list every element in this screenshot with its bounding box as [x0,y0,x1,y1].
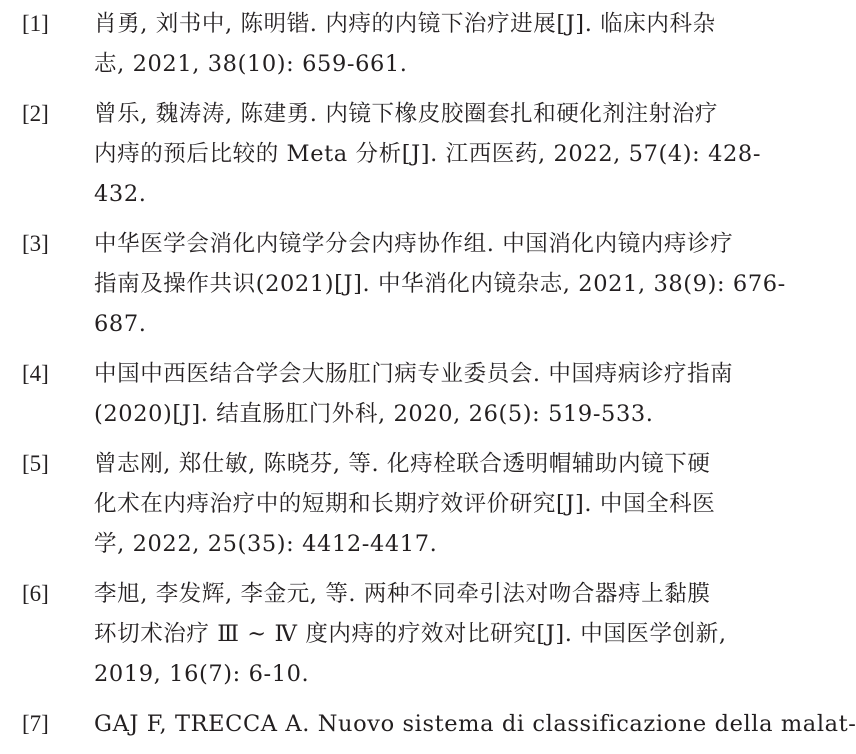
reference-number: [3] [22,231,49,256]
reference-line: 中华医学会消化内镜学分会内痔协作组. 中国消化内镜内痔诊疗 [94,231,734,257]
reference-line: (2020)[J]. 结直肠肛门外科, 2020, 26(5): 519-533. [94,401,654,427]
reference-line: 李旭, 李发辉, 李金元, 等. 两种不同牵引法对吻合器痔上黏膜 [94,581,711,607]
reference-number: [6] [22,581,49,606]
reference-line: 肖勇, 刘书中, 陈明锴. 内痔的内镜下治疗进展[J]. 临床内科杂 [94,11,716,37]
reference-item [18,224,786,344]
reference-line: 曾乐, 魏涛涛, 陈建勇. 内镜下橡皮胶圈套扎和硬化剂注射治疗 [94,101,719,127]
reference-item [18,94,768,214]
reference-line: 环切术治疗 Ⅲ ~ Ⅳ 度内痔的疗效对比研究[J]. 中国医学创新, [94,621,727,647]
reference-text [94,354,768,434]
reference-line: 687. [94,311,147,337]
reference-text [94,94,768,214]
reference-line: 化术在内痔治疗中的短期和长期疗效评价研究[J]. 中国全科医 [94,491,716,517]
reference-line: 中国中西医结合学会大肠肛门病专业委员会. 中国痔病诊疗指南 [94,361,734,387]
reference-text [94,224,786,344]
reference-text [94,4,768,84]
reference-text [94,704,856,744]
reference-item [18,444,768,564]
reference-line: GAJ F, TRECCA A. Nuovo sistema di classificazione della malat- [94,711,856,737]
reference-text [94,574,768,694]
reference-line: 432. [94,181,147,207]
reference-item [18,4,768,84]
reference-item [18,704,856,744]
reference-line: 志, 2021, 38(10): 659-661. [94,51,408,77]
reference-line: 指南及操作共识(2021)[J]. 中华消化内镜杂志, 2021, 38(9): 676- [94,271,786,297]
reference-item [18,354,768,434]
reference-number: [4] [22,361,49,386]
reference-number: [7] [22,711,49,736]
reference-number: [1] [22,11,49,36]
reference-line: 学, 2022, 25(35): 4412-4417. [94,531,438,557]
reference-text [94,444,768,564]
reference-line: 2019, 16(7): 6-10. [94,661,310,687]
reference-item [18,574,768,694]
reference-line: 内痔的预后比较的 Meta 分析[J]. 江西医药, 2022, 57(4): 428- [94,141,762,167]
reference-line: 曾志刚, 郑仕敏, 陈晓芬, 等. 化痔栓联合透明帽辅助内镜下硬 [94,451,711,477]
reference-number: [5] [22,451,49,476]
reference-list [18,4,856,754]
reference-number: [2] [22,101,49,126]
